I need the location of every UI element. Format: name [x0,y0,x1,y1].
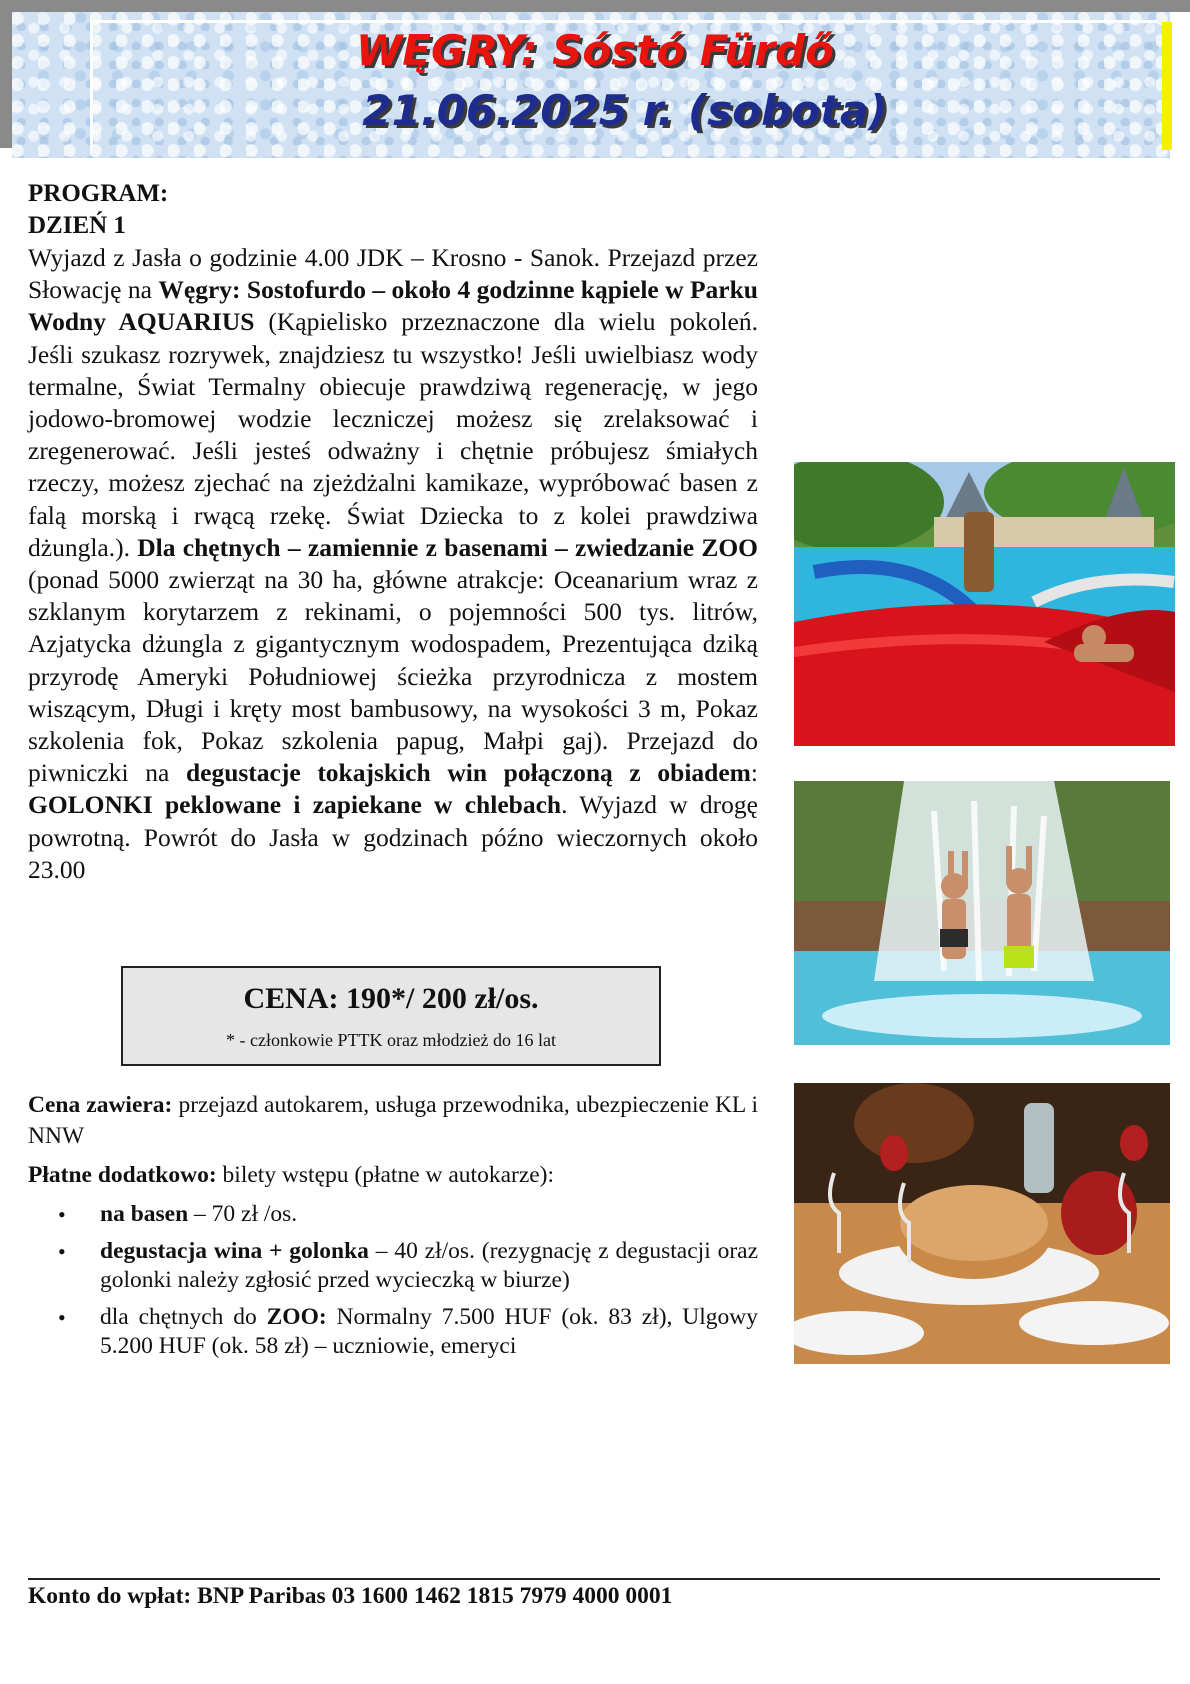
list-item [58,1200,758,1229]
includes-label: Cena zawiera: [28,1092,173,1118]
extra-costs [28,1160,758,1191]
extra-item-text: – 40 zł/os. (rezygnację z degustacji oraz golonki należy zgłosić przed wycieczką w biurze) [100,1238,758,1293]
program-description [28,242,758,886]
program-bold-4: GOLONKI peklowane i zapiekane w chlebach [28,790,562,820]
dinner-photo [794,1083,1170,1364]
program-text-1: Wyjazd z Jasła o godzinie 4.00 JDK – Krosno - Sanok. Przejazd przez Słowację na [28,243,758,305]
aquapark-illustration [794,462,1175,746]
extra-item-text: – 70 zł /os. [188,1201,298,1227]
top-border-bar [0,0,1190,12]
extra-item-bold: na basen [100,1201,189,1227]
aquapark-photo [794,462,1175,746]
footer-divider [28,1578,1160,1580]
extra-text: bilety wstępu (płatne w autokarze): [216,1162,555,1188]
price-includes [28,1090,758,1152]
price-note: * - członkowie PTTK oraz młodzież do 16 lat [226,1030,556,1050]
extra-item-bold: degustacja wina + golonka [100,1238,369,1264]
extra-item-bold: ZOO: [266,1304,327,1330]
list-item [58,1303,758,1361]
program-text-4: : [750,758,758,788]
price-main: CENA: 190*/ 200 zł/os. [243,982,539,1015]
program-heading: PROGRAM: [28,180,169,207]
dinner-illustration [794,1083,1170,1364]
trip-date: 21.06.2025 r. (sobota) [362,86,888,135]
program-bold-1: Węgry: Sostofurdo – około 4 godzinne kąpiele w Parku Wodny AQUARIUS [28,275,758,337]
price-box [121,966,661,1066]
program-text-2: (Kąpielisko przeznaczone dla wielu pokoleń. Jeśli szukasz rozrywek, znajdziesz tu wszystko! Jeśli uwielbiasz wody termalne, Świat Termalny obiecuje prawdziwą regenerację, w jego jodowo-bromowej wodzie leczniczej możesz się zrelaksować i zregenerować. Jeśli jesteś odważny i chętnie próbujesz śmiałych rzeczy, możesz zjechać na zjeżdżalni kamikaze, wypróbować basen z falą morską i rwącą rzekę. Świat Dziecka to z kolei prawdziwa dżungla.). [28,307,758,562]
program-section [28,178,758,886]
bank-account: Konto do wpłat: BNP Paribas 03 1600 1462 1815 7979 4000 0001 [28,1583,673,1609]
program-bold-2: Dla chętnych – zamiennie z basenami – zwiedzanie ZOO [137,532,758,562]
fountain-photo [794,781,1170,1045]
program-text-5: . Wyjazd w drogę powrotną. Powrót do Jasła w godzinach późno wieczornych około 23.00 [28,790,758,884]
program-text-3: (ponad 5000 zwierząt na 30 ha, główne atrakcje: Oceanarium wraz z szklanym korytarzem z rekinami, o pojemności 500 tys. litrów, Azjatycka dżungla z gigantycznym wodospadem, Prezentująca dziką przyrodę Ameryki Południowej ścieżka przyrodnicza z mostem wiszącym, Długi i kręty most bambusowy, na wysokości 3 m, Pokaz szkolenia fok, Pokaz szkolenia papug, Małpi gaj). Przejazd do piwniczki na [28,565,758,788]
includes-text: przejazd autokarem, usługa przewodnika, ubezpieczenie KL i NNW [28,1092,758,1149]
day-heading: DZIEŃ 1 [28,212,126,239]
extras-list [58,1200,758,1369]
extra-label: Płatne dodatkowo: [28,1162,217,1188]
fountain-illustration [794,781,1170,1045]
extra-item-pre: dla chętnych do [100,1304,267,1330]
program-bold-3: degustacje tokajskich win połączoną z obiadem [185,758,751,788]
page-title: WĘGRY: Sóstó Fürdő [355,26,835,75]
extra-item-text: Normalny 7.500 HUF (ok. 83 zł), Ulgowy 5.200 HUF (ok. 58 zł) – uczniowie, emeryci [100,1304,758,1359]
list-item [58,1237,758,1295]
